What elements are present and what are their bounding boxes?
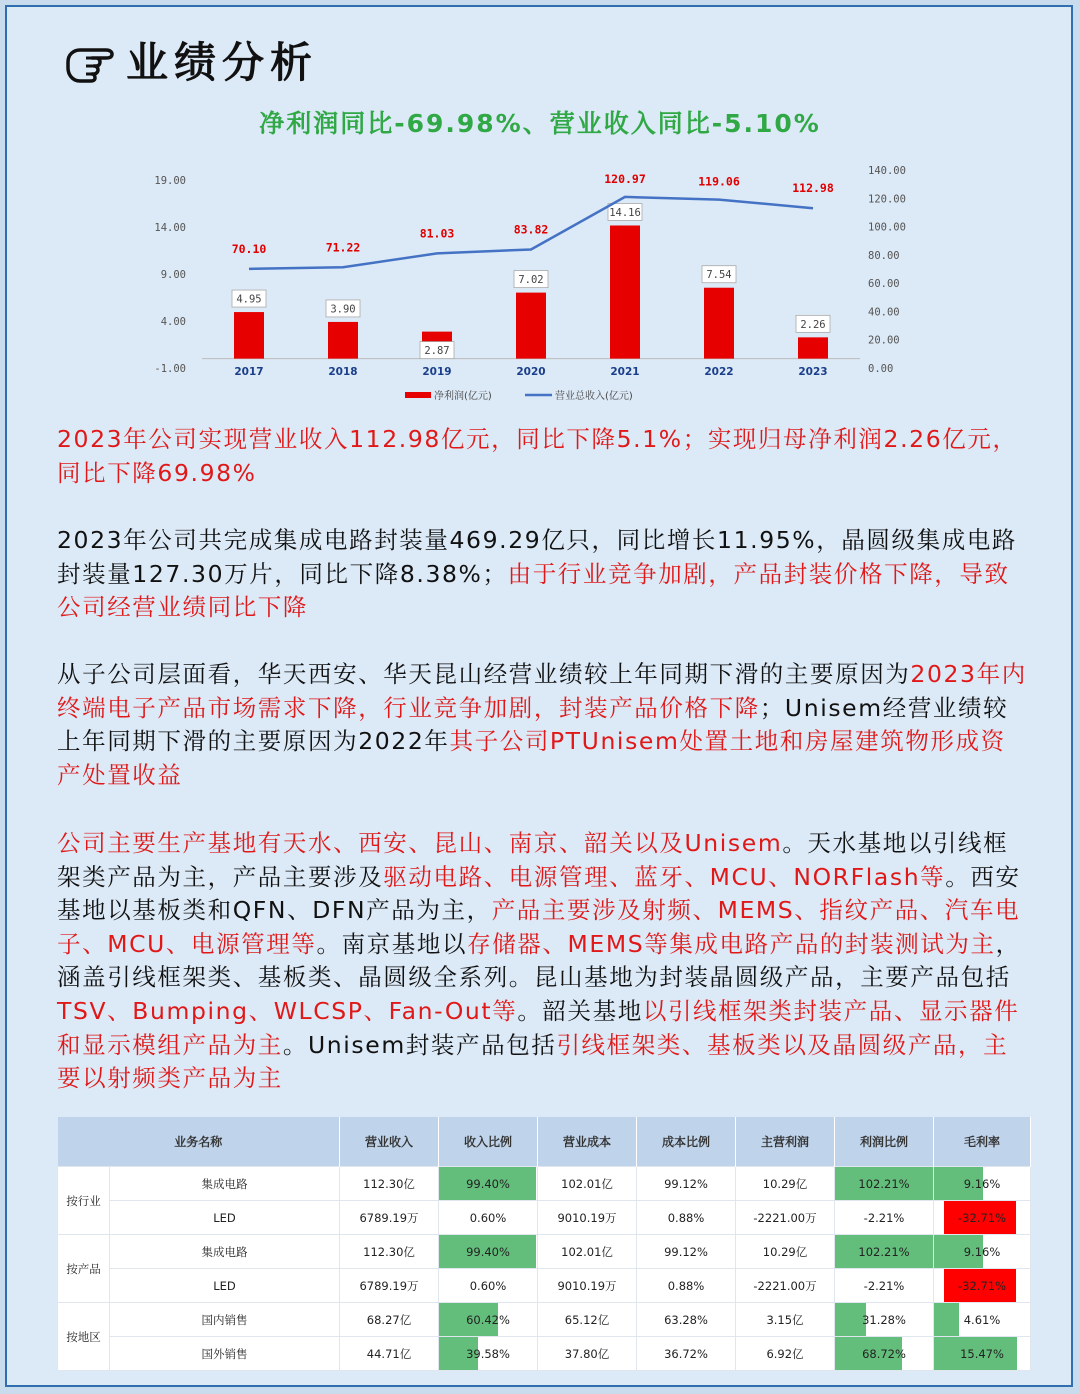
cost-ratio-cell-text: 99.12% xyxy=(664,1244,708,1259)
table-header-cell: 营业成本 xyxy=(538,1117,637,1167)
item-cell-text: 国内销售 xyxy=(201,1312,248,1327)
x-tick-label: 2019 xyxy=(422,366,452,378)
profit-cell xyxy=(736,1269,835,1303)
table-row xyxy=(58,1235,1031,1269)
item-cell-text: 集成电路 xyxy=(201,1244,248,1259)
margin-cell xyxy=(934,1167,1031,1201)
revenue-cell xyxy=(340,1201,439,1235)
profit-ratio-cell xyxy=(835,1269,934,1303)
pointing-hand-icon xyxy=(62,32,118,88)
x-tick-label: 2020 xyxy=(516,366,546,378)
y-right-tick-label: 100.00 xyxy=(868,221,906,234)
x-tick-label: 2023 xyxy=(798,366,828,378)
y-right-tick-label: 140.00 xyxy=(868,165,906,177)
revenue-cell-text: 44.71亿 xyxy=(366,1346,412,1361)
y-right-tick-label: 0.00 xyxy=(868,363,894,375)
revenue-ratio-cell-text: 0.60% xyxy=(469,1278,507,1293)
revenue-data-label: 81.03 xyxy=(419,226,455,241)
legend-label-net-profit: 净利润(亿元) xyxy=(434,391,492,402)
item-cell-text: 集成电路 xyxy=(201,1176,248,1191)
cost-ratio-cell xyxy=(637,1167,736,1201)
profit-cell-text: 10.29亿 xyxy=(762,1244,808,1259)
group-label-cell-text: 按地区 xyxy=(66,1329,101,1344)
profit-cell-text: 3.15亿 xyxy=(766,1312,804,1327)
revenue-data-label: 83.82 xyxy=(513,222,549,237)
revenue-cell xyxy=(340,1337,439,1371)
text-segment: 。南京基地以 xyxy=(316,929,468,958)
y-left-tick-label: 14.00 xyxy=(154,222,186,234)
table-row xyxy=(58,1303,1031,1337)
y-left-tick-label: -1.00 xyxy=(154,363,186,375)
revenue-cell-text: 112.30亿 xyxy=(363,1244,415,1259)
text-segment: 由于行业竞争加剧，产品封装价格下降，导致公司经营业绩同比下降 xyxy=(57,559,1010,622)
revenue-cell xyxy=(340,1235,439,1269)
paragraph-packaging-volume xyxy=(57,524,1027,625)
revenue-data-label: 120.97 xyxy=(604,171,646,186)
revenue-profit-chart xyxy=(120,160,920,410)
paragraph-production-bases xyxy=(57,827,1027,1096)
cost-ratio-cell-text: 99.12% xyxy=(664,1176,708,1191)
revenue-ratio-cell-text: 39.58% xyxy=(466,1346,510,1361)
cost-ratio-cell-text: 0.88% xyxy=(667,1278,705,1293)
y-right-tick-label: 20.00 xyxy=(868,334,900,347)
revenue-data-label: 112.98 xyxy=(792,181,834,196)
group-label-cell xyxy=(58,1303,110,1371)
cost-cell xyxy=(538,1269,637,1303)
legend-swatch-net-profit xyxy=(405,392,431,398)
y-left-tick-label: 19.00 xyxy=(154,175,186,187)
net-profit-bar xyxy=(798,337,828,358)
data-bar xyxy=(934,1303,959,1336)
cost-cell-text: 102.01亿 xyxy=(561,1244,613,1259)
margin-cell-text: -32.71% xyxy=(958,1210,1007,1225)
revenue-data-label: 119.06 xyxy=(698,174,740,189)
text-segment: 。Unisem封装产品包括 xyxy=(282,1030,557,1059)
revenue-ratio-cell xyxy=(439,1201,538,1235)
table-header-cell: 主营利润 xyxy=(736,1117,835,1167)
x-tick-label: 2021 xyxy=(610,366,640,378)
y-left-tick-label: 9.00 xyxy=(160,269,186,281)
revenue-data-label: 71.22 xyxy=(325,240,361,255)
cost-ratio-cell xyxy=(637,1337,736,1371)
margin-cell-text: 4.61% xyxy=(963,1312,1001,1327)
net-profit-data-label: 14.16 xyxy=(609,206,641,219)
item-cell xyxy=(110,1269,340,1303)
table-row xyxy=(58,1337,1031,1371)
profit-cell xyxy=(736,1201,835,1235)
item-cell xyxy=(110,1303,340,1337)
text-segment: TSV、Bumping、WLCSP、Fan-Out等 xyxy=(57,996,518,1025)
text-segment: ；Unisem经营业绩较上年同期下滑的主要原因为2022年 xyxy=(57,693,1009,756)
paragraph-subsidiaries xyxy=(57,658,1027,792)
cost-ratio-cell-text: 36.72% xyxy=(664,1346,708,1361)
cost-ratio-cell xyxy=(637,1201,736,1235)
page-title: 业绩分析 xyxy=(126,38,319,87)
text-segment: 2023年公司共完成集成电路封装量469.29亿只，同比增长11.95%，晶圆级集成电路封装量127.30万片，同比下降8.38%； xyxy=(57,526,1018,588)
table-header-cell: 毛利率 xyxy=(934,1117,1031,1167)
item-cell-text: 国外销售 xyxy=(201,1346,248,1361)
margin-cell-text: 15.47% xyxy=(960,1346,1004,1361)
y-right-tick-label: 40.00 xyxy=(868,306,900,319)
profit-ratio-cell-text: 102.21% xyxy=(858,1244,910,1259)
text-segment: 引线框架类、基板类以及晶圆级产品，主要以射频类产品为主 xyxy=(57,1030,1009,1093)
cost-cell-text: 102.01亿 xyxy=(561,1176,613,1191)
profit-cell-text: -2221.00万 xyxy=(753,1278,817,1293)
text-segment: 从子公司层面看，华天西安、华天昆山经营业绩较上年同期下滑的主要原因为 xyxy=(57,660,911,688)
revenue-data-label: 70.10 xyxy=(231,241,267,256)
y-right-tick-label: 60.00 xyxy=(868,278,900,291)
group-label-cell-text: 按产品 xyxy=(66,1261,101,1276)
text-segment: ，涵盖引线框架类、基板类、晶圆级全系列。昆山基地为封装晶圆级产品，主要产品包括 xyxy=(57,929,1021,992)
net-profit-bar xyxy=(704,288,734,359)
item-cell xyxy=(110,1337,340,1371)
profit-ratio-cell-text: -2.21% xyxy=(863,1210,905,1225)
table-header-cell: 营业收入 xyxy=(340,1117,439,1167)
revenue-cell-text: 68.27亿 xyxy=(366,1312,412,1327)
cost-cell xyxy=(538,1303,637,1337)
revenue-ratio-cell xyxy=(439,1167,538,1201)
table-header-cell: 利润比例 xyxy=(835,1117,934,1167)
cost-ratio-cell xyxy=(637,1303,736,1337)
net-profit-data-label: 7.02 xyxy=(518,274,544,287)
cost-cell xyxy=(538,1167,637,1201)
item-cell xyxy=(110,1235,340,1269)
text-segment: 。天水基地以引线框架类产品为主，产品主要涉及 xyxy=(57,829,1009,891)
margin-cell xyxy=(934,1201,1031,1235)
margin-cell-text: -32.71% xyxy=(958,1278,1007,1293)
revenue-ratio-cell xyxy=(439,1337,538,1371)
cost-cell xyxy=(538,1337,637,1371)
profit-ratio-cell-text: -2.21% xyxy=(863,1278,905,1293)
item-cell-text: LED xyxy=(213,1210,236,1225)
item-cell-text: LED xyxy=(213,1278,236,1293)
group-label-cell-text: 按行业 xyxy=(66,1193,101,1208)
cost-ratio-cell xyxy=(637,1235,736,1269)
item-cell xyxy=(110,1201,340,1235)
profit-cell xyxy=(736,1303,835,1337)
cost-ratio-cell-text: 63.28% xyxy=(664,1312,708,1327)
revenue-cell xyxy=(340,1269,439,1303)
margin-cell xyxy=(934,1235,1031,1269)
text-segment: 2023年内终端电子产品市场需求下降，行业竞争加剧，封装产品价格下降 xyxy=(57,660,1027,722)
net-profit-data-label: 2.87 xyxy=(424,345,450,358)
revenue-cell xyxy=(340,1167,439,1201)
revenue-cell-text: 6789.19万 xyxy=(359,1210,419,1225)
profit-ratio-cell-text: 102.21% xyxy=(858,1176,910,1191)
margin-cell xyxy=(934,1337,1031,1371)
table-row xyxy=(58,1167,1031,1201)
x-tick-label: 2022 xyxy=(704,366,734,378)
margin-cell xyxy=(934,1269,1031,1303)
profit-ratio-cell xyxy=(835,1167,934,1201)
x-tick-label: 2017 xyxy=(234,366,264,378)
table-row xyxy=(58,1269,1031,1303)
cost-ratio-cell-text: 0.88% xyxy=(667,1210,705,1225)
text-segment: 。西安基地以基板类和QFN、DFN产品为主， xyxy=(57,862,1021,925)
cost-cell xyxy=(538,1235,637,1269)
net-profit-data-label: 2.26 xyxy=(800,318,826,331)
margin-cell xyxy=(934,1303,1031,1337)
revenue-cell-text: 112.30亿 xyxy=(363,1176,415,1191)
cost-cell-text: 9010.19万 xyxy=(557,1210,617,1225)
paragraph-revenue-summary xyxy=(57,423,1027,490)
y-right-tick-label: 80.00 xyxy=(868,249,900,262)
net-profit-bar xyxy=(328,322,358,359)
y-left-tick-label: 4.00 xyxy=(160,316,186,328)
text-segment: 其子公司PTUnisem处置土地和房屋建筑物形成资产处置收益 xyxy=(57,727,1006,789)
revenue-cell xyxy=(340,1303,439,1337)
profit-ratio-cell xyxy=(835,1303,934,1337)
revenue-ratio-cell-text: 99.40% xyxy=(466,1244,510,1259)
net-profit-data-label: 4.95 xyxy=(236,293,262,306)
text-segment: 2023年公司实现营业收入112.98亿元，同比下降5.1%；实现归母净利润2.26亿元，同比下降69.98% xyxy=(57,425,1018,487)
cost-ratio-cell xyxy=(637,1269,736,1303)
text-segment: 驱动电路、电源管理、蓝牙、MCU、NORFlash等 xyxy=(383,862,946,891)
profit-ratio-cell-text: 31.28% xyxy=(862,1312,906,1327)
cost-cell xyxy=(538,1201,637,1235)
net-profit-data-label: 3.90 xyxy=(330,303,356,316)
legend-label-revenue: 营业总收入(亿元) xyxy=(555,391,633,402)
table-header-cell: 成本比例 xyxy=(637,1117,736,1167)
group-label-cell xyxy=(58,1235,110,1303)
y-right-tick-label: 120.00 xyxy=(868,193,906,206)
net-profit-bar xyxy=(234,312,264,359)
table-header-cell: 业务名称 xyxy=(58,1117,340,1167)
revenue-ratio-cell xyxy=(439,1303,538,1337)
profit-cell-text: 10.29亿 xyxy=(762,1176,808,1191)
revenue-cell-text: 6789.19万 xyxy=(359,1278,419,1293)
profit-ratio-cell xyxy=(835,1337,934,1371)
profit-cell-text: -2221.00万 xyxy=(753,1210,817,1225)
page-header xyxy=(62,30,318,90)
table-row xyxy=(58,1201,1031,1235)
x-tick-label: 2018 xyxy=(328,366,358,378)
profit-cell xyxy=(736,1167,835,1201)
cost-cell-text: 9010.19万 xyxy=(557,1278,617,1293)
margin-cell-text: 9.16% xyxy=(963,1244,1001,1259)
text-segment: 公司主要生产基地有天水、西安、昆山、南京、韶关以及Unisem xyxy=(57,829,783,857)
text-segment: 。韶关基地 xyxy=(517,996,643,1025)
profit-ratio-cell-text: 68.72% xyxy=(862,1346,906,1361)
cost-cell-text: 37.80亿 xyxy=(564,1346,610,1361)
profit-ratio-cell xyxy=(835,1235,934,1269)
profit-cell xyxy=(736,1235,835,1269)
profit-ratio-cell xyxy=(835,1201,934,1235)
margin-cell-text: 9.16% xyxy=(963,1176,1001,1191)
profit-cell xyxy=(736,1337,835,1371)
cost-cell-text: 65.12亿 xyxy=(564,1312,610,1327)
net-profit-bar xyxy=(610,225,640,358)
net-profit-bar xyxy=(516,293,546,359)
net-profit-data-label: 7.54 xyxy=(706,269,732,282)
text-segment: 产品主要涉及射频、MEMS、指纹产品、汽车电子、MCU、电源管理等 xyxy=(57,896,1021,958)
revenue-ratio-cell xyxy=(439,1269,538,1303)
revenue-ratio-cell xyxy=(439,1235,538,1269)
group-label-cell xyxy=(58,1167,110,1235)
chart-heading: 净利润同比-69.98%、营业收入同比-5.10% xyxy=(259,109,821,138)
table-header-cell: 收入比例 xyxy=(439,1117,538,1167)
revenue-ratio-cell-text: 99.40% xyxy=(466,1176,510,1191)
item-cell xyxy=(110,1167,340,1201)
revenue-ratio-cell-text: 0.60% xyxy=(469,1210,507,1225)
profit-cell-text: 6.92亿 xyxy=(766,1346,804,1361)
text-segment: 存储器、MEMS等集成电路产品的封装测试为主 xyxy=(467,929,996,958)
revenue-ratio-cell-text: 60.42% xyxy=(466,1312,510,1327)
text-segment: 以引线框架类封装产品、显示器件和显示模组产品为主 xyxy=(57,996,1020,1059)
business-breakdown-table xyxy=(57,1117,1031,1371)
